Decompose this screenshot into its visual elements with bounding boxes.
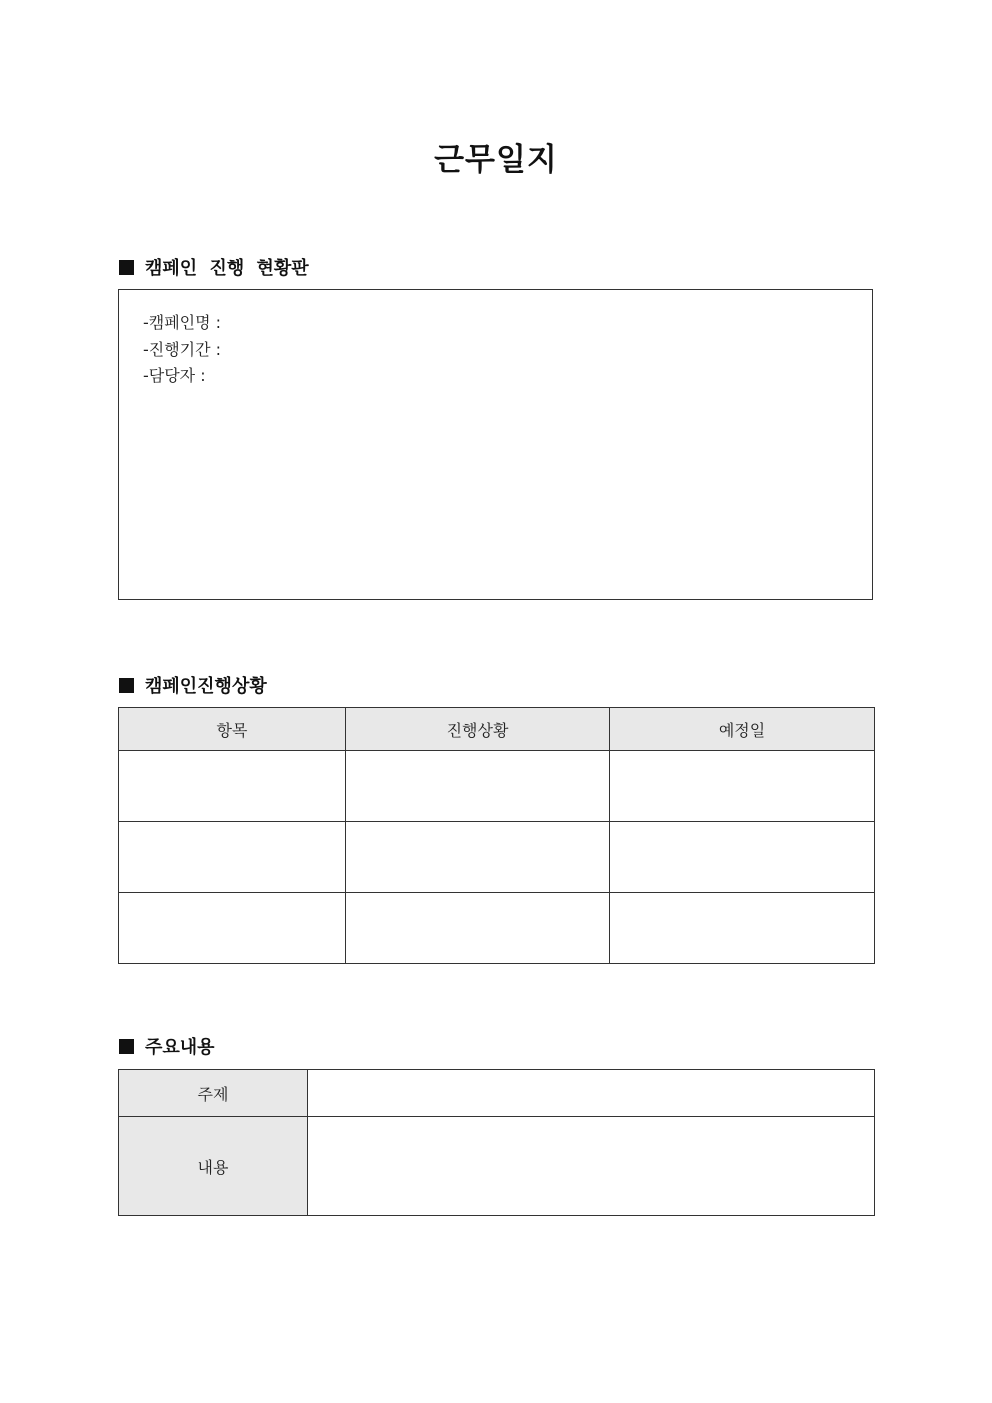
square-bullet-icon [119, 260, 134, 275]
table-row [119, 822, 875, 893]
section-heading-text [145, 254, 315, 280]
section-heading-text: 캠페인진행상황 [145, 676, 267, 697]
body-row [119, 1117, 875, 1216]
section-heading-main-content [119, 1033, 215, 1059]
status-cell[interactable] [346, 893, 610, 964]
square-bullet-icon [119, 1039, 134, 1054]
column-header-due-date: 예정일 [610, 708, 875, 751]
table-row [119, 751, 875, 822]
body-label: 내용 [119, 1117, 308, 1216]
square-bullet-icon [119, 678, 134, 693]
column-header-item: 항목 [119, 708, 346, 751]
body-value-cell[interactable] [308, 1117, 875, 1216]
heading-word: 캠페인 [145, 258, 198, 279]
section-heading-progress [119, 672, 267, 698]
heading-word: 현황판 [256, 258, 309, 279]
status-board-box[interactable] [118, 289, 873, 600]
section-heading-status-board [119, 254, 315, 280]
topic-value-cell[interactable] [308, 1070, 875, 1117]
campaign-period-line: -진행기간 : [143, 339, 222, 359]
campaign-manager-line: -담당자 : [143, 366, 206, 385]
due-date-cell[interactable] [610, 822, 875, 893]
page-title: 근무일지 [434, 142, 558, 178]
column-header-status: 진행상황 [346, 708, 610, 751]
status-cell[interactable] [346, 751, 610, 822]
due-date-cell[interactable] [610, 893, 875, 964]
section-heading-text: 주요내용 [145, 1037, 215, 1058]
topic-row [119, 1070, 875, 1117]
progress-table [118, 707, 875, 964]
table-header-row [119, 708, 875, 751]
item-cell[interactable] [119, 822, 346, 893]
table-row [119, 893, 875, 964]
campaign-name-line: -캠페인명 : [143, 313, 222, 332]
item-cell[interactable] [119, 751, 346, 822]
heading-word: 진행 [209, 258, 245, 279]
item-cell[interactable] [119, 893, 346, 964]
topic-label: 주제 [119, 1070, 308, 1117]
main-content-table [118, 1069, 875, 1216]
due-date-cell[interactable] [610, 751, 875, 822]
status-cell[interactable] [346, 822, 610, 893]
